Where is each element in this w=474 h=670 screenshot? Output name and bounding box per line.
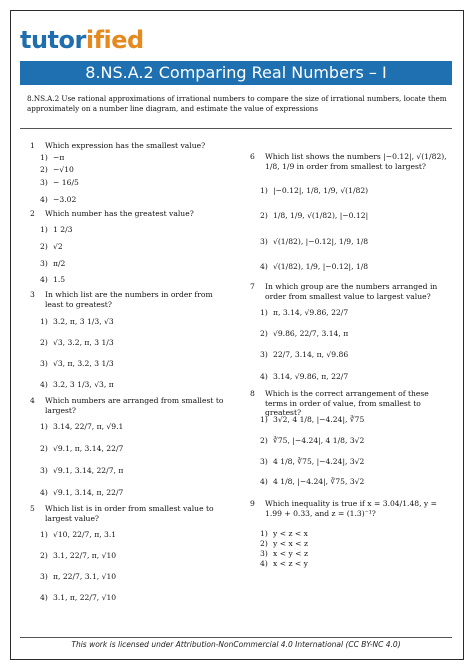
- option-2[interactable]: 2) 1/8, 1/9, √(1/82), |−0.12|: [260, 211, 369, 220]
- option-text: √9.1, π, 3.14, 22/7: [53, 444, 124, 453]
- option-text: 4 1/8, ∛75, |−4.24|, 3√2: [273, 457, 365, 466]
- logo-part-1: tutor: [20, 26, 86, 54]
- question-number: 1: [30, 141, 35, 150]
- option-text: √10, 22/7, π, 3.1: [53, 530, 117, 539]
- option-text: 3.14, √9.86, π, 22/7: [273, 372, 349, 381]
- option-text: −π: [53, 153, 65, 162]
- option-text: √9.86, 22/7, 3.14, π: [273, 329, 349, 338]
- option-text: x < y < z: [273, 549, 308, 558]
- option-text: 3√2, 4 1/8, |−4.24|, ∛75: [273, 415, 365, 424]
- option-text: π/2: [53, 259, 66, 268]
- option-3[interactable]: 3) √9.1, 3.14, 22/7, π: [40, 466, 124, 475]
- option-1[interactable]: 1) −π: [40, 153, 65, 162]
- question-text: In which group are the numbers arranged in order from smallest value to largest value?: [265, 282, 438, 301]
- question-number: 7: [250, 282, 255, 291]
- option-2[interactable]: 2) √3, 3.2, π, 3 1/3: [40, 338, 114, 347]
- option-1[interactable]: 1) √10, 22/7, π, 3.1: [40, 530, 117, 539]
- option-1[interactable]: 1) 3√2, 4 1/8, |−4.24|, ∛75: [260, 415, 365, 424]
- option-text: 4 1/8, |−4.24|, ∛75, 3√2: [273, 477, 365, 486]
- question-number: 3: [30, 290, 35, 299]
- option-2[interactable]: 2) √9.86, 22/7, 3.14, π: [260, 329, 349, 338]
- license-footer: This work is licensed under Attribution-NonCommercial 4.0 International (CC BY-NC 4.0): [71, 640, 401, 649]
- option-text: √(1/82), 1/9, |−0.12|, 1/8: [273, 262, 369, 271]
- option-3[interactable]: 3) π, 22/7, 3.1, √10: [40, 572, 117, 581]
- option-1[interactable]: 1) |−0.12|, 1/8, 1/9, √(1/82): [260, 186, 369, 195]
- option-3[interactable]: 3) − 16/5: [40, 178, 79, 187]
- option-text: 1 2/3: [53, 225, 73, 234]
- option-3[interactable]: 3) √(1/82), |−0.12|, 1/9, 1/8: [260, 237, 369, 246]
- logo: [20, 26, 144, 54]
- option-4[interactable]: 4) 1.5: [40, 275, 66, 284]
- option-1[interactable]: 1) π, 3.14, √9.86, 22/7: [260, 308, 349, 317]
- option-text: x < z < y: [273, 559, 308, 568]
- option-2[interactable]: 2) ∛75, |−4.24|, 4 1/8, 3√2: [260, 436, 365, 445]
- option-4[interactable]: 4) 3.1, π, 22/7, √10: [40, 593, 117, 602]
- option-3[interactable]: 3) π/2: [40, 259, 66, 268]
- option-1[interactable]: 1) y < z < x: [260, 529, 308, 538]
- question-number: 2: [30, 209, 35, 218]
- question-number: 9: [250, 499, 255, 508]
- question-number: 5: [30, 504, 35, 513]
- option-1[interactable]: 1) 3.2, π, 3 1/3, √3: [40, 317, 114, 326]
- option-3[interactable]: 3) √3, π, 3.2, 3 1/3: [40, 359, 114, 368]
- option-text: √9.1, 3.14, 22/7, π: [53, 466, 124, 475]
- option-text: ∛75, |−4.24|, 4 1/8, 3√2: [273, 436, 365, 445]
- option-text: π, 3.14, √9.86, 22/7: [273, 308, 349, 317]
- option-text: 3.14, 22/7, π, √9.1: [53, 422, 124, 431]
- option-4[interactable]: 4) −3.02: [40, 195, 77, 204]
- footer-divider: [20, 637, 452, 638]
- option-2[interactable]: 2) y < x < z: [260, 539, 308, 548]
- option-text: −√10: [53, 165, 74, 174]
- option-3[interactable]: 3) 4 1/8, ∛75, |−4.24|, 3√2: [260, 457, 365, 466]
- option-text: − 16/5: [53, 178, 79, 187]
- option-text: 1/8, 1/9, √(1/82), |−0.12|: [273, 211, 369, 220]
- option-text: 3.2, π, 3 1/3, √3: [53, 317, 114, 326]
- option-text: 3.1, 22/7, π, √10: [53, 551, 117, 560]
- option-2[interactable]: 2) √9.1, π, 3.14, 22/7: [40, 444, 124, 453]
- option-text: |−0.12|, 1/8, 1/9, √(1/82): [273, 186, 369, 195]
- option-2[interactable]: 2) √2: [40, 242, 63, 251]
- option-text: √(1/82), |−0.12|, 1/9, 1/8: [273, 237, 369, 246]
- option-text: 1.5: [53, 275, 66, 284]
- option-text: 3.1, π, 22/7, √10: [53, 593, 117, 602]
- question-text: Which is the correct arrangement of these terms in order of value, from smallest to greatest?: [265, 389, 429, 417]
- option-text: √3, π, 3.2, 3 1/3: [53, 359, 114, 368]
- option-4[interactable]: 4) 3.2, 3 1/3, √3, π: [40, 380, 114, 389]
- option-text: −3.02: [53, 195, 77, 204]
- option-1[interactable]: 1) 1 2/3: [40, 225, 73, 234]
- option-3[interactable]: 3) 22/7, 3.14, π, √9.86: [260, 350, 349, 359]
- question-number: 4: [30, 396, 35, 405]
- option-text: 3.2, 3 1/3, √3, π: [53, 380, 114, 389]
- option-text: √2: [53, 242, 63, 251]
- standard-description: 8.NS.A.2 Use rational approximations of irrational numbers to compare the size of irrational numbers, locate them approximately on a number line diagram, and estimate the value of expressions: [27, 94, 447, 113]
- option-text: y < z < x: [273, 529, 308, 538]
- option-text: π, 22/7, 3.1, √10: [53, 572, 117, 581]
- option-text: √9.1, 3.14, π, 22/7: [53, 488, 124, 497]
- divider: [20, 128, 452, 129]
- option-text: 22/7, 3.14, π, √9.86: [273, 350, 349, 359]
- option-4[interactable]: 4) 4 1/8, |−4.24|, ∛75, 3√2: [260, 477, 365, 486]
- question-text: Which inequality is true if x = 3.04/1.48, y = 1.99 + 0.33, and z = (1.3)⁻¹?: [265, 499, 438, 518]
- question-text: Which expression has the smallest value?: [45, 141, 206, 150]
- option-3[interactable]: 3) x < y < z: [260, 549, 308, 558]
- option-1[interactable]: 1) 3.14, 22/7, π, √9.1: [40, 422, 124, 431]
- option-4[interactable]: 4) x < z < y: [260, 559, 308, 568]
- option-text: √3, 3.2, π, 3 1/3: [53, 338, 114, 347]
- option-2[interactable]: 2) −√10: [40, 165, 74, 174]
- logo-part-2: ified: [85, 26, 144, 54]
- question-text: Which list shows the numbers |−0.12|, √(1/82), 1/8, 1/9 in order from smallest to largest?: [265, 152, 447, 171]
- question-text: In which list are the numbers in order from least to greatest?: [45, 290, 213, 309]
- option-text: y < x < z: [273, 539, 308, 548]
- question-text: Which list is in order from smallest value to largest value?: [45, 504, 214, 523]
- question-text: Which numbers are arranged from smallest to largest?: [45, 396, 224, 415]
- option-4[interactable]: 4) √(1/82), 1/9, |−0.12|, 1/8: [260, 262, 369, 271]
- option-4[interactable]: 4) 3.14, √9.86, π, 22/7: [260, 372, 349, 381]
- option-2[interactable]: 2) 3.1, 22/7, π, √10: [40, 551, 117, 560]
- worksheet-title: 8.NS.A.2 Comparing Real Numbers – I: [20, 61, 452, 85]
- question-number: 6: [250, 152, 255, 161]
- question-number: 8: [250, 389, 255, 398]
- option-4[interactable]: 4) √9.1, 3.14, π, 22/7: [40, 488, 124, 497]
- question-text: Which number has the greatest value?: [45, 209, 194, 218]
